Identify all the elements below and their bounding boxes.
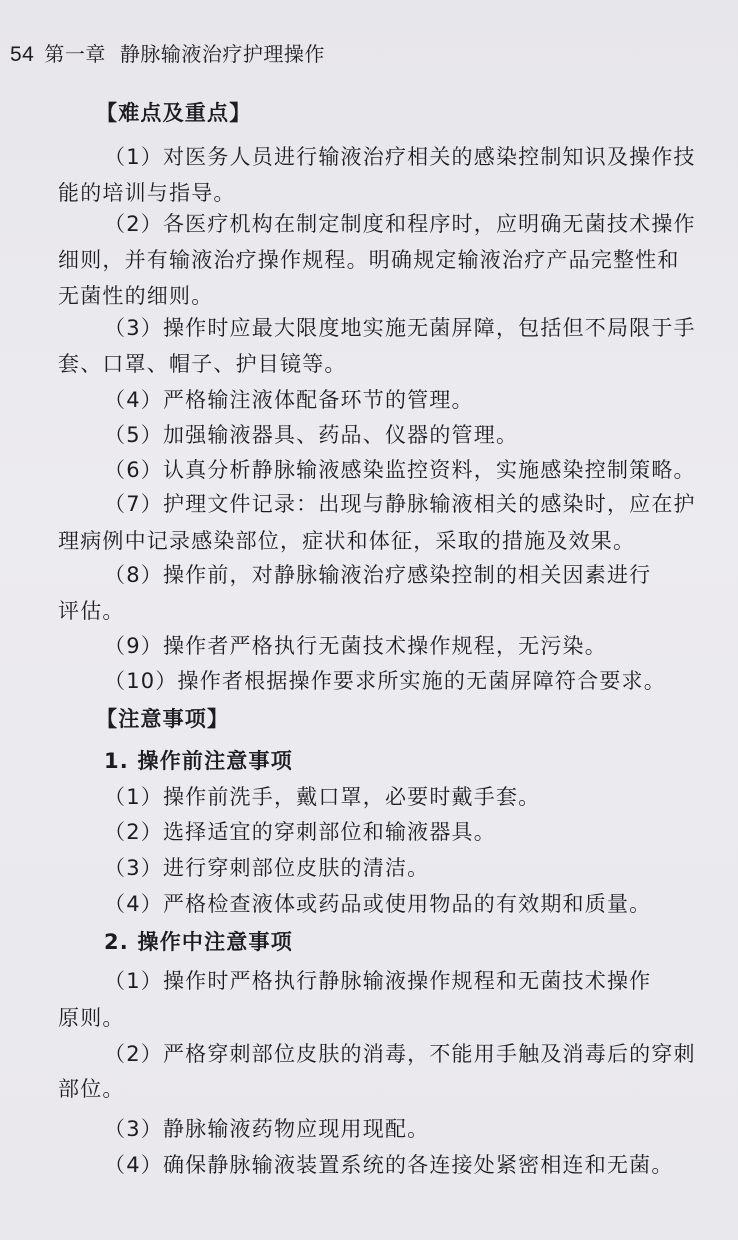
section-heading-notes: 【注意事项】 — [96, 707, 230, 731]
paragraph-line: （2）选择适宜的穿刺部位和输液器具。 — [104, 820, 496, 844]
paragraph-line: （4）严格输注液体配备环节的管理。 — [104, 388, 474, 412]
paragraph-line: （6）认真分析静脉输液感染监控资料，实施感染控制策略。 — [104, 458, 696, 482]
paragraph-line: 原则。 — [58, 1006, 125, 1030]
paragraph-line: （5）加强输液器具、药品、仪器的管理。 — [104, 423, 519, 447]
paragraph-line: 细则，并有输液治疗操作规程。明确规定输液治疗产品完整性和 — [58, 248, 680, 272]
page-number: 54 — [10, 43, 35, 66]
section-heading-difficulties: 【难点及重点】 — [96, 101, 252, 125]
paragraph-line: （1）对医务人员进行输液治疗相关的感染控制知识及操作技 — [104, 145, 696, 169]
paragraph-line: （9）操作者严格执行无菌技术操作规程，无污染。 — [104, 634, 607, 658]
chapter-title: 静脉输液治疗护理操作 — [119, 42, 325, 66]
paragraph-line: 能的培训与指导。 — [58, 181, 236, 205]
paragraph-line: 评估。 — [58, 599, 125, 623]
subheading-pre-operation: 1. 操作前注意事项 — [104, 749, 293, 773]
paragraph-line: （4）确保静脉输液装置系统的各连接处紧密相连和无菌。 — [104, 1153, 674, 1177]
paragraph-line: 部位。 — [58, 1077, 125, 1101]
paragraph-line: （3）静脉输液药物应现用现配。 — [104, 1117, 430, 1141]
paragraph-line: （8）操作前，对静脉输液治疗感染控制的相关因素进行 — [104, 563, 652, 587]
paragraph-line: （4）严格检查液体或药品或使用物品的有效期和质量。 — [104, 892, 652, 916]
paragraph-line: （2）严格穿刺部位皮肤的消毒，不能用手触及消毒后的穿刺 — [104, 1042, 696, 1066]
subheading-during-operation: 2. 操作中注意事项 — [104, 930, 293, 954]
paragraph-line: （1）操作时严格执行静脉输液操作规程和无菌技术操作 — [104, 969, 652, 993]
paragraph-line: 套、口罩、帽子、护目镜等。 — [58, 352, 347, 376]
paragraph-line: （3）进行穿刺部位皮肤的清洁。 — [104, 856, 430, 880]
paragraph-line: （1）操作前洗手，戴口罩，必要时戴手套。 — [104, 785, 541, 809]
paragraph-line: （3）操作时应最大限度地实施无菌屏障，包括但不局限于手 — [104, 316, 696, 340]
paragraph-line: （2）各医疗机构在制定制度和程序时，应明确无菌技术操作 — [104, 212, 696, 236]
paragraph-line: （7）护理文件记录：出现与静脉输液相关的感染时，应在护 — [104, 492, 696, 516]
paragraph-line: 无菌性的细则。 — [58, 284, 214, 308]
paragraph-line: （10）操作者根据操作要求所实施的无菌屏障符合要求。 — [104, 669, 666, 693]
paragraph-line: 理病例中记录感染部位，症状和体征，采取的措施及效果。 — [58, 529, 636, 553]
chapter-label: 第一章 — [44, 42, 106, 66]
